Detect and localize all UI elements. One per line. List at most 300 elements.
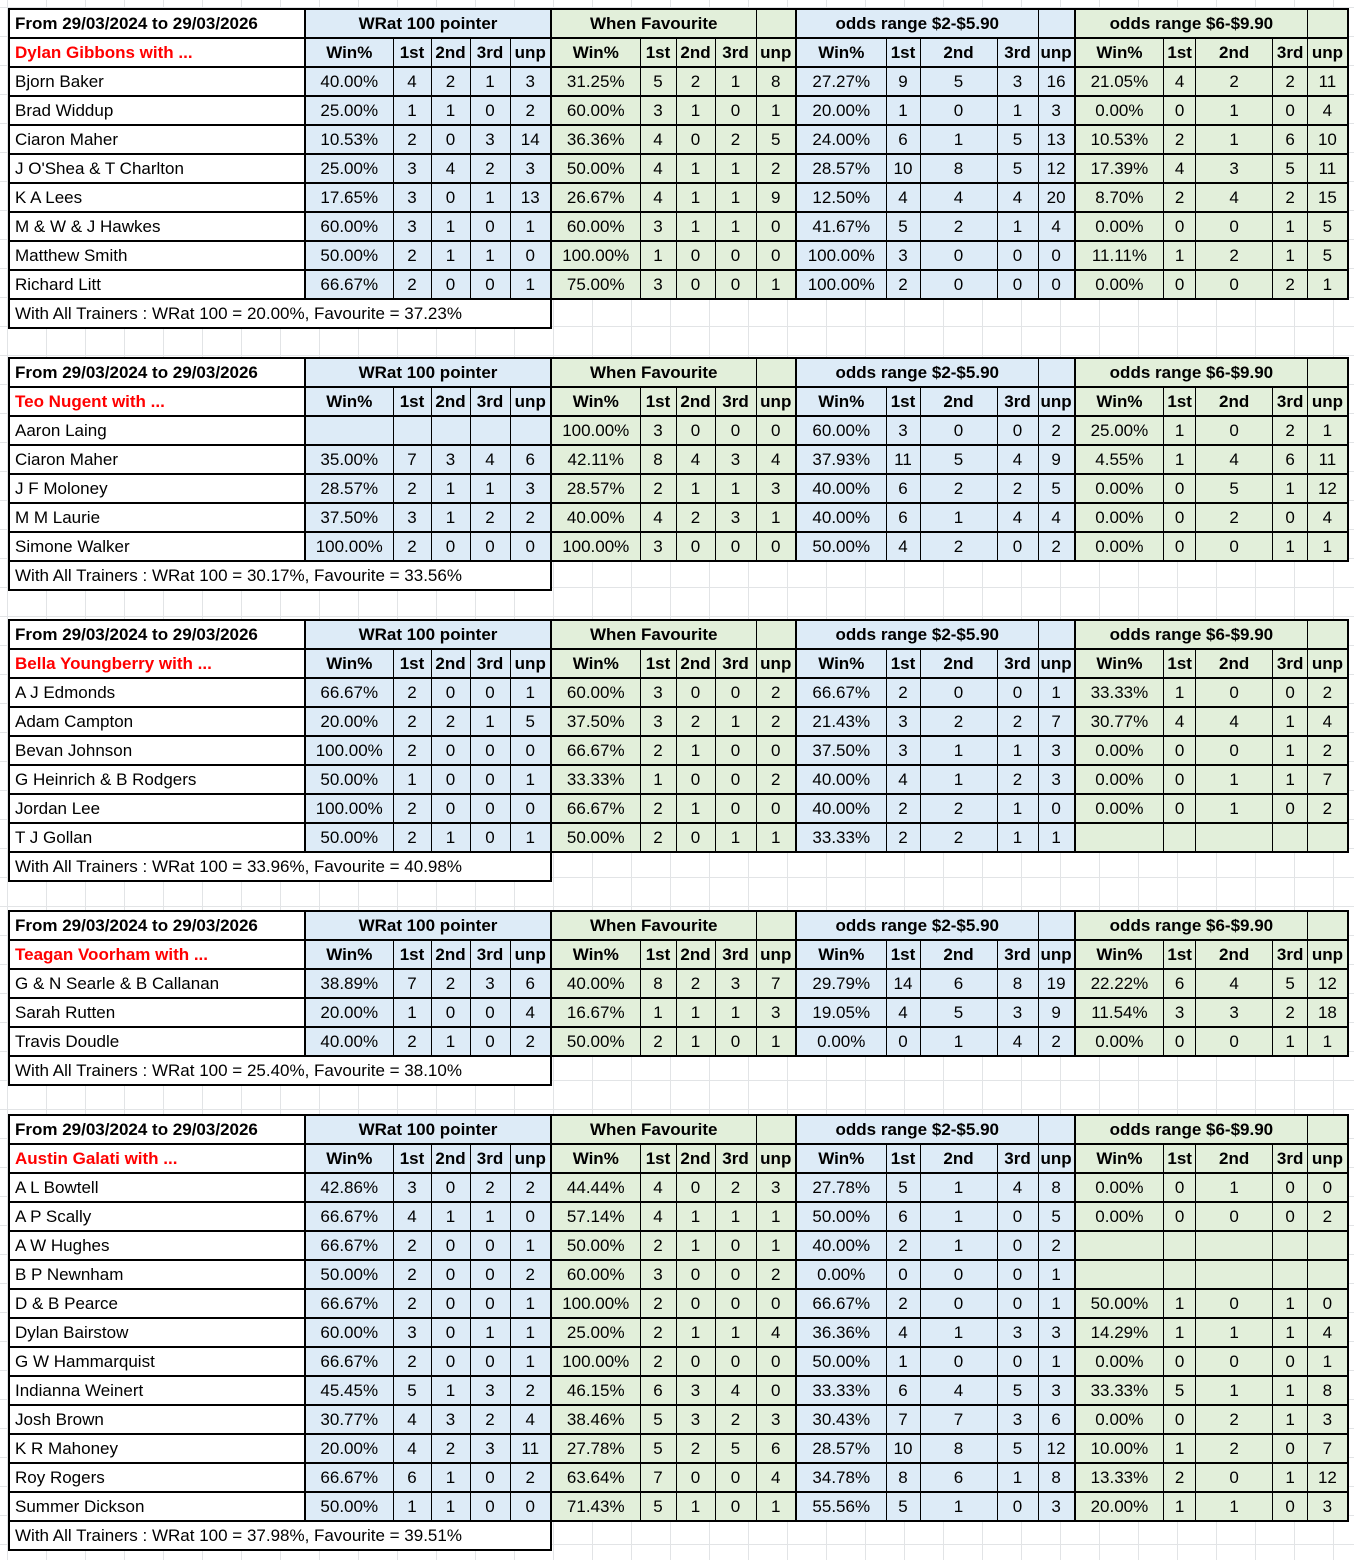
stat-cell[interactable]: 0.00%: [1075, 765, 1164, 794]
stat-cell[interactable]: 3: [640, 707, 676, 736]
stat-cell[interactable]: 6: [886, 474, 920, 503]
stat-cell[interactable]: 6: [886, 1202, 920, 1231]
stat-cell[interactable]: 6: [920, 1463, 997, 1492]
stat-cell[interactable]: 2: [510, 1260, 551, 1289]
stat-cell[interactable]: 1: [1273, 736, 1308, 765]
stat-cell[interactable]: 2: [640, 1289, 676, 1318]
trainer-name-cell[interactable]: Josh Brown: [9, 1405, 305, 1434]
trainer-name-cell[interactable]: M & W & J Hawkes: [9, 212, 305, 241]
stat-cell[interactable]: 2: [1308, 736, 1348, 765]
col-header-cell[interactable]: unp: [756, 649, 796, 678]
stat-cell[interactable]: 0: [1273, 678, 1308, 707]
stat-cell[interactable]: 0: [997, 1231, 1038, 1260]
trainer-name-cell[interactable]: Ciaron Maher: [9, 445, 305, 474]
spacer-cell[interactable]: [1308, 620, 1348, 649]
stat-cell[interactable]: 50.00%: [551, 1231, 640, 1260]
trainer-name-cell[interactable]: D & B Pearce: [9, 1289, 305, 1318]
stat-cell[interactable]: 3: [393, 1173, 431, 1202]
summary-cell[interactable]: With All Trainers : WRat 100 = 37.98%, Favourite = 39.51%: [9, 1521, 551, 1550]
stat-cell[interactable]: 0: [510, 241, 551, 270]
stat-cell[interactable]: 2: [1164, 1463, 1196, 1492]
stat-cell[interactable]: 55.56%: [796, 1492, 886, 1521]
col-header-cell[interactable]: unp: [756, 387, 796, 416]
col-header-cell[interactable]: 3rd: [470, 649, 510, 678]
stat-cell[interactable]: 2: [756, 1260, 796, 1289]
stat-cell[interactable]: 4: [886, 532, 920, 561]
stat-cell[interactable]: 28.57%: [796, 1434, 886, 1463]
stat-cell[interactable]: 7: [640, 1463, 676, 1492]
col-header-cell[interactable]: 2nd: [431, 38, 470, 67]
stat-cell[interactable]: 0.00%: [1075, 1027, 1164, 1056]
stat-cell[interactable]: 0: [1038, 270, 1075, 299]
stat-cell[interactable]: 0: [1196, 1202, 1273, 1231]
stat-cell[interactable]: 1: [510, 1231, 551, 1260]
stat-cell[interactable]: 3: [756, 474, 796, 503]
stat-cell[interactable]: 4: [886, 183, 920, 212]
stat-cell[interactable]: 0: [715, 765, 756, 794]
stat-cell[interactable]: 0: [715, 241, 756, 270]
stat-cell[interactable]: 0.00%: [1075, 1202, 1164, 1231]
stat-cell[interactable]: 1: [1273, 532, 1308, 561]
stat-cell[interactable]: 0: [1164, 1202, 1196, 1231]
stat-cell[interactable]: 0: [431, 1260, 470, 1289]
stat-cell[interactable]: 0.00%: [796, 1260, 886, 1289]
stat-cell[interactable]: 1: [997, 1463, 1038, 1492]
stat-cell[interactable]: 0: [431, 1347, 470, 1376]
stat-cell[interactable]: 12: [1308, 969, 1348, 998]
stat-cell[interactable]: 0: [1273, 1202, 1308, 1231]
stat-cell[interactable]: 4: [640, 183, 676, 212]
stat-cell[interactable]: 4: [1196, 969, 1273, 998]
stat-cell[interactable]: 40.00%: [305, 67, 393, 96]
stat-cell[interactable]: 2: [1273, 416, 1308, 445]
stat-cell[interactable]: 0: [715, 96, 756, 125]
stat-cell[interactable]: 9: [1038, 445, 1075, 474]
stat-cell[interactable]: [393, 416, 431, 445]
stat-cell[interactable]: 0: [1164, 1173, 1196, 1202]
stat-cell[interactable]: 0: [756, 794, 796, 823]
stat-cell[interactable]: 0: [1196, 212, 1273, 241]
stat-cell[interactable]: [1308, 823, 1348, 852]
stat-cell[interactable]: 6: [1273, 445, 1308, 474]
stat-cell[interactable]: 100.00%: [551, 416, 640, 445]
stat-cell[interactable]: 0: [470, 1027, 510, 1056]
stat-cell[interactable]: 3: [640, 270, 676, 299]
stat-cell[interactable]: 0: [1273, 1347, 1308, 1376]
stat-cell[interactable]: 2: [715, 125, 756, 154]
col-header-cell[interactable]: unp: [756, 1144, 796, 1173]
col-header-cell[interactable]: 3rd: [1273, 38, 1308, 67]
stat-cell[interactable]: 4: [1308, 707, 1348, 736]
stat-cell[interactable]: 1: [1273, 1318, 1308, 1347]
stat-cell[interactable]: 1: [756, 1492, 796, 1521]
stat-cell[interactable]: 2: [1164, 125, 1196, 154]
stat-cell[interactable]: 5: [1038, 1202, 1075, 1231]
stat-cell[interactable]: [1075, 1231, 1164, 1260]
stat-cell[interactable]: 1: [1196, 1318, 1273, 1347]
stat-cell[interactable]: 0: [470, 532, 510, 561]
stat-cell[interactable]: 66.67%: [305, 1289, 393, 1318]
stat-cell[interactable]: 100.00%: [551, 1289, 640, 1318]
stat-cell[interactable]: 2: [393, 1289, 431, 1318]
stat-cell[interactable]: 0: [470, 736, 510, 765]
stat-cell[interactable]: 0: [920, 1289, 997, 1318]
stat-cell[interactable]: 5: [920, 998, 997, 1027]
col-header-cell[interactable]: 1st: [640, 940, 676, 969]
stat-cell[interactable]: 1: [920, 765, 997, 794]
col-header-cell[interactable]: 2nd: [1196, 649, 1273, 678]
stat-cell[interactable]: 7: [1308, 765, 1348, 794]
stat-cell[interactable]: 2: [640, 474, 676, 503]
stat-cell[interactable]: 0: [1196, 1027, 1273, 1056]
stat-cell[interactable]: 100.00%: [305, 736, 393, 765]
stat-cell[interactable]: 2: [1196, 1434, 1273, 1463]
stat-cell[interactable]: [470, 416, 510, 445]
stat-cell[interactable]: 40.00%: [796, 474, 886, 503]
stat-cell[interactable]: 2: [1196, 503, 1273, 532]
stat-cell[interactable]: 0: [715, 1027, 756, 1056]
trainer-name-cell[interactable]: M M Laurie: [9, 503, 305, 532]
col-header-cell[interactable]: 3rd: [1273, 940, 1308, 969]
stat-cell[interactable]: 1: [1273, 1027, 1308, 1056]
stat-cell[interactable]: 7: [1038, 707, 1075, 736]
stat-cell[interactable]: 2: [1196, 67, 1273, 96]
stat-cell[interactable]: 0: [470, 1463, 510, 1492]
stat-cell[interactable]: 50.00%: [305, 241, 393, 270]
stat-cell[interactable]: 8: [640, 969, 676, 998]
stat-cell[interactable]: 75.00%: [551, 270, 640, 299]
col-header-cell[interactable]: 2nd: [1196, 940, 1273, 969]
stat-cell[interactable]: 0: [715, 416, 756, 445]
stat-cell[interactable]: 0: [676, 1463, 715, 1492]
stat-cell[interactable]: 100.00%: [305, 794, 393, 823]
stat-cell[interactable]: 1: [1273, 1376, 1308, 1405]
stat-cell[interactable]: 37.93%: [796, 445, 886, 474]
stat-cell[interactable]: 3: [1038, 736, 1075, 765]
stat-cell[interactable]: 0: [1273, 1173, 1308, 1202]
stat-cell[interactable]: 0: [920, 241, 997, 270]
stat-cell[interactable]: 46.15%: [551, 1376, 640, 1405]
stat-cell[interactable]: 24.00%: [796, 125, 886, 154]
stat-cell[interactable]: 1: [1273, 1405, 1308, 1434]
stat-cell[interactable]: 4: [431, 154, 470, 183]
stat-cell[interactable]: 0: [1273, 503, 1308, 532]
stat-cell[interactable]: 5: [393, 1376, 431, 1405]
stat-cell[interactable]: 0: [1308, 1173, 1348, 1202]
stat-cell[interactable]: 1: [920, 1318, 997, 1347]
stat-cell[interactable]: 1: [676, 183, 715, 212]
stat-cell[interactable]: 27.78%: [796, 1173, 886, 1202]
stat-cell[interactable]: 2: [510, 1463, 551, 1492]
stat-cell[interactable]: 6: [510, 969, 551, 998]
stat-cell[interactable]: 2: [1273, 67, 1308, 96]
stat-cell[interactable]: 0: [470, 1289, 510, 1318]
stat-cell[interactable]: 50.00%: [551, 1027, 640, 1056]
stat-cell[interactable]: 3: [1196, 154, 1273, 183]
stat-cell[interactable]: 1: [1164, 678, 1196, 707]
stat-cell[interactable]: 1: [510, 1318, 551, 1347]
stat-cell[interactable]: 1: [1273, 474, 1308, 503]
stat-cell[interactable]: 40.00%: [551, 969, 640, 998]
stat-cell[interactable]: 10.53%: [1075, 125, 1164, 154]
col-header-cell[interactable]: 3rd: [715, 38, 756, 67]
stat-cell[interactable]: 3: [510, 154, 551, 183]
stat-cell[interactable]: 1: [886, 1347, 920, 1376]
stat-cell[interactable]: 2: [920, 532, 997, 561]
trainer-name-cell[interactable]: K R Mahoney: [9, 1434, 305, 1463]
stat-cell[interactable]: 2: [510, 96, 551, 125]
stat-cell[interactable]: 3: [393, 183, 431, 212]
stat-cell[interactable]: 0: [997, 1347, 1038, 1376]
stat-cell[interactable]: 2: [1308, 678, 1348, 707]
stat-cell[interactable]: 4: [886, 765, 920, 794]
trainer-name-cell[interactable]: Richard Litt: [9, 270, 305, 299]
stat-cell[interactable]: 1: [920, 1202, 997, 1231]
stat-cell[interactable]: 6: [886, 503, 920, 532]
stat-cell[interactable]: 2: [886, 794, 920, 823]
stat-cell[interactable]: 0: [756, 1289, 796, 1318]
col-header-cell[interactable]: unp: [1038, 38, 1075, 67]
stat-cell[interactable]: 2: [510, 1173, 551, 1202]
stat-cell[interactable]: 0: [1164, 270, 1196, 299]
stat-cell[interactable]: 0: [431, 1318, 470, 1347]
stat-cell[interactable]: 6: [510, 445, 551, 474]
section-header-cell[interactable]: odds range $2-$5.90: [796, 1115, 1038, 1144]
stat-cell[interactable]: 4: [1308, 1318, 1348, 1347]
stat-cell[interactable]: 13: [510, 183, 551, 212]
stat-cell[interactable]: 60.00%: [551, 1260, 640, 1289]
stat-cell[interactable]: 2: [640, 1347, 676, 1376]
stat-cell[interactable]: 17.39%: [1075, 154, 1164, 183]
stat-cell[interactable]: 0: [715, 1289, 756, 1318]
col-header-cell[interactable]: unp: [756, 38, 796, 67]
stat-cell[interactable]: 66.67%: [796, 678, 886, 707]
trainer-name-cell[interactable]: Brad Widdup: [9, 96, 305, 125]
stat-cell[interactable]: 1: [715, 212, 756, 241]
stat-cell[interactable]: 2: [756, 707, 796, 736]
stat-cell[interactable]: 5: [1308, 212, 1348, 241]
stat-cell[interactable]: 9: [886, 67, 920, 96]
stat-cell[interactable]: 25.00%: [305, 154, 393, 183]
stat-cell[interactable]: 2: [1038, 532, 1075, 561]
stat-cell[interactable]: 1: [756, 96, 796, 125]
stat-cell[interactable]: 1: [510, 270, 551, 299]
stat-cell[interactable]: 1: [676, 1492, 715, 1521]
trainer-name-cell[interactable]: J O'Shea & T Charlton: [9, 154, 305, 183]
trainer-name-cell[interactable]: G & N Searle & B Callanan: [9, 969, 305, 998]
stat-cell[interactable]: 45.45%: [305, 1376, 393, 1405]
stat-cell[interactable]: 63.64%: [551, 1463, 640, 1492]
stat-cell[interactable]: 8: [1038, 1173, 1075, 1202]
stat-cell[interactable]: 40.00%: [796, 794, 886, 823]
stat-cell[interactable]: 1: [431, 503, 470, 532]
stat-cell[interactable]: 6: [1038, 1405, 1075, 1434]
stat-cell[interactable]: 2: [393, 241, 431, 270]
stat-cell[interactable]: 0: [431, 183, 470, 212]
stat-cell[interactable]: 60.00%: [551, 212, 640, 241]
stat-cell[interactable]: 37.50%: [551, 707, 640, 736]
stat-cell[interactable]: 1: [1038, 1289, 1075, 1318]
stat-cell[interactable]: 1: [431, 1492, 470, 1521]
stat-cell[interactable]: 7: [393, 445, 431, 474]
stat-cell[interactable]: 0: [510, 794, 551, 823]
stat-cell[interactable]: 2: [393, 125, 431, 154]
stat-cell[interactable]: 0: [510, 1492, 551, 1521]
col-header-cell[interactable]: unp: [510, 387, 551, 416]
stat-cell[interactable]: 4: [1164, 67, 1196, 96]
stat-cell[interactable]: 3: [1038, 96, 1075, 125]
stat-cell[interactable]: 4: [1038, 503, 1075, 532]
stat-cell[interactable]: 0: [1164, 794, 1196, 823]
stat-cell[interactable]: 0: [1196, 416, 1273, 445]
stat-cell[interactable]: 2: [510, 1376, 551, 1405]
stat-cell[interactable]: 50.00%: [305, 765, 393, 794]
stat-cell[interactable]: 1: [510, 1347, 551, 1376]
stat-cell[interactable]: 0: [470, 1260, 510, 1289]
stat-cell[interactable]: 5: [997, 154, 1038, 183]
col-header-cell[interactable]: 1st: [1164, 940, 1196, 969]
stat-cell[interactable]: 3: [640, 1260, 676, 1289]
stat-cell[interactable]: 28.57%: [796, 154, 886, 183]
stat-cell[interactable]: 0: [1196, 678, 1273, 707]
stat-cell[interactable]: 11.54%: [1075, 998, 1164, 1027]
stat-cell[interactable]: 1: [756, 1027, 796, 1056]
stat-cell[interactable]: 2: [431, 707, 470, 736]
stat-cell[interactable]: 1: [1196, 1376, 1273, 1405]
stat-cell[interactable]: 1: [1038, 823, 1075, 852]
stat-cell[interactable]: 2: [640, 1318, 676, 1347]
stat-cell[interactable]: 1: [676, 1202, 715, 1231]
trainer-name-cell[interactable]: Indianna Weinert: [9, 1376, 305, 1405]
stat-cell[interactable]: 1: [715, 998, 756, 1027]
stat-cell[interactable]: 4: [997, 1173, 1038, 1202]
stat-cell[interactable]: [1196, 823, 1273, 852]
stat-cell[interactable]: 4: [1196, 183, 1273, 212]
stat-cell[interactable]: 19: [1038, 969, 1075, 998]
stat-cell[interactable]: 2: [470, 154, 510, 183]
col-header-cell[interactable]: 1st: [886, 940, 920, 969]
col-header-cell[interactable]: unp: [1038, 940, 1075, 969]
col-header-cell[interactable]: unp: [1038, 1144, 1075, 1173]
stat-cell[interactable]: 100.00%: [305, 532, 393, 561]
col-header-cell[interactable]: 1st: [640, 649, 676, 678]
stat-cell[interactable]: 7: [756, 969, 796, 998]
stat-cell[interactable]: [1308, 1231, 1348, 1260]
stat-cell[interactable]: 25.00%: [551, 1318, 640, 1347]
stat-cell[interactable]: 40.00%: [796, 1231, 886, 1260]
stat-cell[interactable]: 2: [886, 270, 920, 299]
stat-cell[interactable]: 0: [431, 532, 470, 561]
stat-cell[interactable]: 0: [715, 794, 756, 823]
stat-cell[interactable]: 1: [997, 96, 1038, 125]
stat-cell[interactable]: 0: [1308, 1289, 1348, 1318]
stat-cell[interactable]: 20.00%: [305, 1434, 393, 1463]
stat-cell[interactable]: 3: [1196, 998, 1273, 1027]
stat-cell[interactable]: 18: [1308, 998, 1348, 1027]
spacer-cell[interactable]: [756, 620, 796, 649]
stat-cell[interactable]: 2: [1308, 794, 1348, 823]
stat-cell[interactable]: 26.67%: [551, 183, 640, 212]
stat-cell[interactable]: 100.00%: [551, 1347, 640, 1376]
stat-cell[interactable]: 0: [470, 678, 510, 707]
col-header-cell[interactable]: 2nd: [920, 387, 997, 416]
stat-cell[interactable]: 2: [676, 503, 715, 532]
trainer-name-cell[interactable]: T J Gollan: [9, 823, 305, 852]
stat-cell[interactable]: 38.89%: [305, 969, 393, 998]
stat-cell[interactable]: 3: [1038, 765, 1075, 794]
stat-cell[interactable]: 2: [1038, 1231, 1075, 1260]
col-header-cell[interactable]: Win%: [305, 649, 393, 678]
stat-cell[interactable]: 1: [715, 1202, 756, 1231]
stat-cell[interactable]: 0: [470, 1347, 510, 1376]
trainer-name-cell[interactable]: Matthew Smith: [9, 241, 305, 270]
stat-cell[interactable]: 4: [1196, 707, 1273, 736]
stat-cell[interactable]: 0.00%: [1075, 212, 1164, 241]
section-header-cell[interactable]: WRat 100 pointer: [305, 620, 551, 649]
stat-cell[interactable]: 1: [470, 241, 510, 270]
stat-cell[interactable]: 0.00%: [1075, 736, 1164, 765]
stat-cell[interactable]: 5: [756, 125, 796, 154]
stat-cell[interactable]: 2: [393, 794, 431, 823]
stat-cell[interactable]: 6: [886, 125, 920, 154]
stat-cell[interactable]: 0: [1196, 1289, 1273, 1318]
stat-cell[interactable]: [305, 416, 393, 445]
spacer-cell[interactable]: [1308, 911, 1348, 940]
stat-cell[interactable]: 5: [886, 1492, 920, 1521]
stat-cell[interactable]: 8: [756, 67, 796, 96]
col-header-cell[interactable]: 3rd: [997, 940, 1038, 969]
stat-cell[interactable]: 1: [431, 1463, 470, 1492]
stat-cell[interactable]: 2: [997, 707, 1038, 736]
col-header-cell[interactable]: Win%: [796, 38, 886, 67]
trainer-name-cell[interactable]: A W Hughes: [9, 1231, 305, 1260]
col-header-cell[interactable]: unp: [510, 649, 551, 678]
stat-cell[interactable]: 27.78%: [551, 1434, 640, 1463]
stat-cell[interactable]: 0: [676, 1347, 715, 1376]
stat-cell[interactable]: 3: [886, 416, 920, 445]
stat-cell[interactable]: 4: [393, 67, 431, 96]
stat-cell[interactable]: 50.00%: [796, 1202, 886, 1231]
stat-cell[interactable]: 66.67%: [305, 1347, 393, 1376]
stat-cell[interactable]: 1: [470, 1202, 510, 1231]
stat-cell[interactable]: 28.57%: [551, 474, 640, 503]
stat-cell[interactable]: 0: [715, 1492, 756, 1521]
stat-cell[interactable]: 0: [676, 765, 715, 794]
stat-cell[interactable]: 36.36%: [551, 125, 640, 154]
stat-cell[interactable]: 14: [886, 969, 920, 998]
stat-cell[interactable]: 0: [676, 823, 715, 852]
section-header-cell[interactable]: When Favourite: [551, 620, 756, 649]
stat-cell[interactable]: 1: [510, 678, 551, 707]
stat-cell[interactable]: 3: [1038, 1376, 1075, 1405]
stat-cell[interactable]: 3: [1038, 1318, 1075, 1347]
stat-cell[interactable]: 1: [1038, 1260, 1075, 1289]
stat-cell[interactable]: 2: [431, 1434, 470, 1463]
stat-cell[interactable]: 4: [997, 503, 1038, 532]
stat-cell[interactable]: 2: [756, 765, 796, 794]
stat-cell[interactable]: 0: [510, 736, 551, 765]
section-header-cell[interactable]: odds range $6-$9.90: [1075, 358, 1308, 387]
stat-cell[interactable]: 4: [510, 1405, 551, 1434]
stat-cell[interactable]: 1: [676, 736, 715, 765]
stat-cell[interactable]: 12: [1038, 154, 1075, 183]
col-header-cell[interactable]: 3rd: [1273, 1144, 1308, 1173]
stat-cell[interactable]: 3: [510, 474, 551, 503]
stat-cell[interactable]: 1: [920, 1027, 997, 1056]
stat-cell[interactable]: 0: [1164, 736, 1196, 765]
stat-cell[interactable]: 1: [431, 212, 470, 241]
stat-cell[interactable]: 0: [431, 794, 470, 823]
